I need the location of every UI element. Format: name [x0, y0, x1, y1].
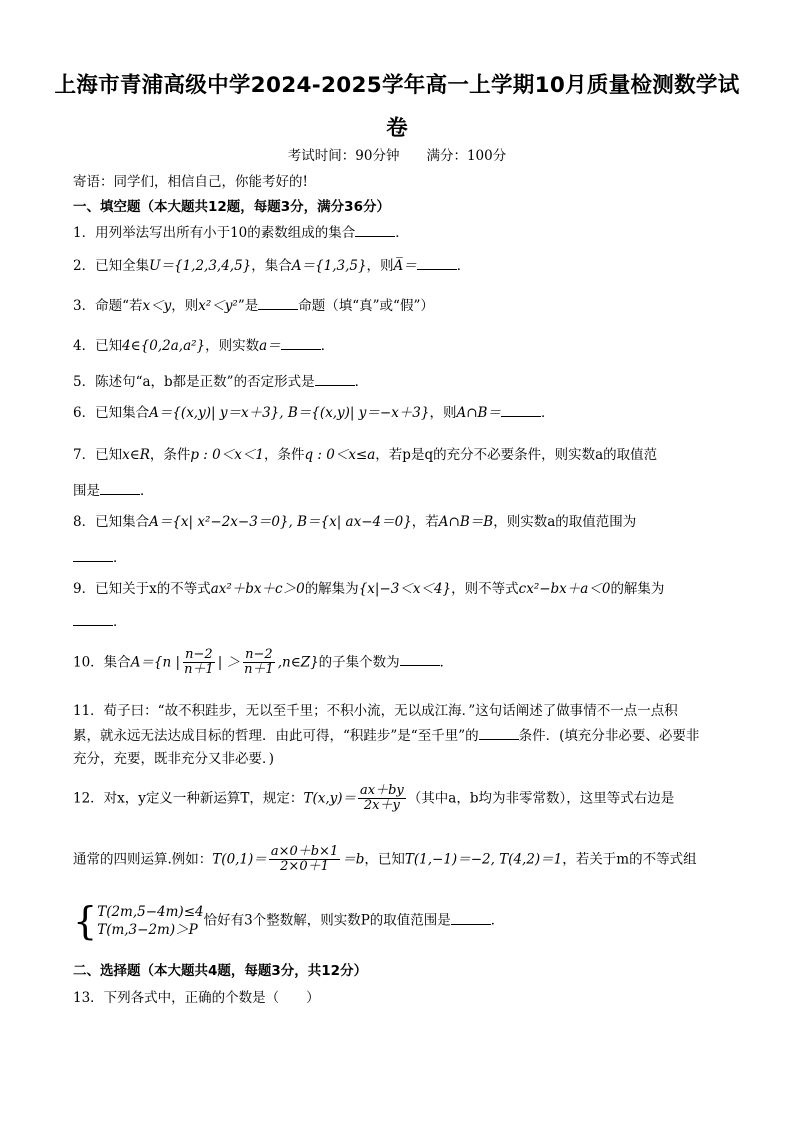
- q8-math-d: A∩B＝B: [438, 514, 494, 530]
- q8-text-c: ，若: [411, 514, 439, 530]
- question-8: [73, 514, 636, 531]
- q12-math-l2c: ＝b: [342, 851, 365, 868]
- q7-math-b: x∈R: [122, 447, 150, 463]
- q2-set-u: U＝{1,2,3,4,5}: [149, 258, 252, 274]
- section2-heading: 二、选择题（本大题共4题，每题3分，共12分）: [73, 963, 368, 979]
- q12-fraction2: [269, 845, 340, 875]
- q3-text-e: ”是: [237, 298, 259, 314]
- q12-system-line2: T(m,3−2m)＞P: [97, 922, 198, 938]
- q12-frac2-num: a×0＋b×1: [270, 844, 339, 859]
- question-6: 6．已知集合A＝{(x,y)| y＝x＋3}, B＝{(x,y)| y＝−x＋3}，则A∩B＝ ．: [73, 405, 555, 421]
- q10-frac2-den: n＋1: [244, 662, 274, 678]
- exam-title-line2: 卷: [386, 116, 408, 141]
- q12-text-l3: 恰好有3个整数解，则实数P的取值范围是: [203, 912, 451, 929]
- answer-blank: [100, 482, 140, 495]
- greeting: 寄语：同学们，相信自己，你能考好的!: [73, 174, 308, 190]
- answer-blank: [479, 727, 519, 740]
- question-3: [73, 297, 434, 315]
- q2-text-a: 2．已知全集: [73, 258, 150, 274]
- q6-math-b: A＝{(x,y)| y＝x＋3}, B＝{(x,y)| y＝−x＋3}: [149, 405, 430, 421]
- question-4: 4．已知4∈{0,2a,a²}，则实数a＝ ．: [73, 338, 335, 354]
- q8-text-a: 8．已知集合: [73, 514, 150, 530]
- answer-blank: [73, 613, 113, 626]
- q9-text-g: 的解集为: [610, 581, 665, 597]
- question-9-cont: ．: [73, 613, 127, 631]
- q10-frac2-num: n−2: [245, 647, 273, 662]
- q7-text-c: ，条件: [149, 447, 191, 463]
- q9-math-d: {x|−3＜x＜4}: [358, 581, 452, 597]
- answer-blank: [73, 549, 113, 562]
- question-1-text: 1．用列举法写出所有小于10的素数组成的集合: [73, 225, 356, 241]
- q7-math-d: p : 0＜x＜1: [190, 447, 264, 463]
- question-1: 1．用列举法写出所有小于10的素数组成的集合 ．: [73, 225, 409, 241]
- q12-frac2-den: 2×0＋1: [280, 859, 329, 875]
- inequality-system: [97, 903, 203, 939]
- q3-text-c: ，则: [171, 298, 199, 314]
- q12-text-a: 12．对x，y定义一种新运算T，规定：: [73, 790, 304, 807]
- question-5: 5．陈述句“a，b都是正数”的否定形式是 ．: [73, 374, 369, 390]
- answer-blank: [400, 653, 440, 666]
- answer-blank: [501, 404, 541, 417]
- section1-heading: 一、填空题（本大题共12题，每题3分，满分36分）: [73, 199, 390, 215]
- answer-blank: [355, 224, 395, 237]
- q11-text-b: 条件．(填充分非必要、必要非: [518, 728, 700, 744]
- q7-math-f: q : 0＜x≤a: [304, 447, 376, 463]
- q10-frac-num: n−2: [185, 647, 213, 662]
- q3-text-a: 3．命题“若: [73, 298, 143, 314]
- question-12-line2: [73, 845, 697, 875]
- q9-text-a: 9．已知关于x的不等式: [73, 581, 211, 597]
- q6-text-a: 6．已知集合: [73, 405, 150, 421]
- q12-math-l2e: T(1,−1)＝−2, T(4,2)＝1: [404, 851, 563, 868]
- q2-set-a: A＝{1,3,5}: [291, 258, 367, 274]
- answer-blank: [315, 373, 355, 386]
- question-13: 13．下列各式中，正确的个数是（ ）: [73, 990, 320, 1006]
- q10-math-c: | ＞: [217, 654, 241, 671]
- question-11-line2: [73, 727, 699, 745]
- question-7: [73, 447, 657, 464]
- q3-math-d: x²＜y²: [198, 298, 238, 314]
- q4-math-d: a＝: [259, 338, 281, 354]
- question-11-line3: 充分，充要，既非充分又非必要．): [73, 751, 275, 767]
- q3-text-f: 命题（填“真”或“假”）: [298, 298, 434, 314]
- q10-math-b: A＝{n |: [130, 654, 181, 671]
- q10-text-a: 10．集合: [73, 654, 131, 671]
- q12-fraction: [358, 784, 406, 814]
- q9-text-c: 的解集为: [304, 581, 359, 597]
- question-10: 10．集合A＝{n | $\frac{n-2}{n+1}$ | ＞ $\frac{n-2}{n+1}$ ,n∈Z}的子集个数为 ．: [73, 647, 454, 678]
- question-11-line1: 11．荀子曰：“故不积跬步，无以至千里；不积小流，无以成江海．”这句话阐述了做事情不一点一点积: [73, 703, 678, 719]
- answer-blank: [451, 912, 491, 925]
- q7-text-e: ，条件: [263, 447, 305, 463]
- answer-blank: [258, 297, 298, 310]
- q2-text-c: ，集合: [251, 258, 292, 274]
- q5-text: 5．陈述句“a，b都是正数”的否定形式是: [73, 374, 315, 390]
- q9-text-e: ，则不等式: [451, 581, 519, 597]
- system-brace: {: [73, 899, 98, 943]
- q12-text-l2f: ，若关于m的不等式组: [562, 851, 697, 868]
- q8-math-b: A＝{x| x²−2x−3＝0}, B＝{x| ax−4＝0}: [149, 514, 412, 530]
- question-7-cont: 围是 ．: [73, 483, 154, 499]
- q12-text-l2a: 通常的四则运算.例如：: [73, 851, 213, 868]
- q7-text-g: ，若p是q的充分不必要条件，则实数a的取值范: [375, 447, 658, 463]
- q8-text-e: ，则实数a的取值范围为: [493, 514, 637, 530]
- q7-text-h: 围是: [73, 483, 100, 499]
- q12-frac-num: ax＋by: [360, 783, 404, 798]
- q12-system-line1: T(2m,5−4m)≤4: [97, 903, 204, 920]
- q9-math-f: cx²−bx＋a＜0: [518, 581, 611, 597]
- q2-complement: A̅＝: [393, 258, 417, 274]
- q10-frac-den: n＋1: [184, 662, 214, 678]
- q10-fraction-abs: [182, 648, 216, 678]
- q10-math-d: ,n∈Z}: [277, 654, 319, 671]
- q12-text-l2d: ，已知: [364, 851, 405, 868]
- q12-math-l2b: T(0,1)＝: [212, 851, 267, 868]
- q4-text-a: 4．已知: [73, 338, 123, 354]
- question-12-line3: { T(2m,5−4m)≤4 T(m,3−2m)＞P 恰好有3个整数解，则实数P的取值范围是 ．: [73, 899, 505, 943]
- question-9: [73, 581, 664, 598]
- exam-info: 考试时间：90分钟 满分：100分: [287, 148, 507, 164]
- q9-math-b: ax²＋bx＋c＞0: [210, 581, 305, 597]
- q7-text-a: 7．已知: [73, 447, 123, 463]
- q3-math-b: x＜y: [142, 298, 172, 314]
- question-2: 2．已知全集U＝{1,2,3,4,5}，集合A＝{1,3,5}，则A̅＝ ．: [73, 258, 471, 274]
- q4-text-c: ，则实数: [205, 338, 260, 354]
- q10-text-e: 的子集个数为: [318, 654, 400, 671]
- q4-math-b: 4∈{0,2a,a²}: [122, 338, 206, 354]
- question-8-cont: ．: [73, 549, 127, 567]
- q12-text-c: （其中a，b均为非零常数），这里等式右边是: [407, 790, 675, 807]
- answer-blank: [417, 257, 457, 270]
- q2-text-e: ，则: [366, 258, 394, 274]
- q12-frac-den: 2x＋y: [363, 798, 400, 814]
- q6-math-d: A∩B＝: [456, 405, 501, 421]
- q12-math-b: T(x,y)＝: [303, 790, 357, 807]
- question-12: [73, 784, 674, 814]
- q10-fraction: [242, 648, 276, 678]
- answer-blank: [281, 337, 321, 350]
- q11-text-a: 累，就永远无法达成目标的哲理．由此可得，“积跬步”是“至千里”的: [73, 728, 479, 744]
- exam-title-line1: 上海市青浦高级中学2024-2025学年高一上学期10月质量检测数学试: [54, 73, 740, 98]
- q6-text-c: ，则: [429, 405, 457, 421]
